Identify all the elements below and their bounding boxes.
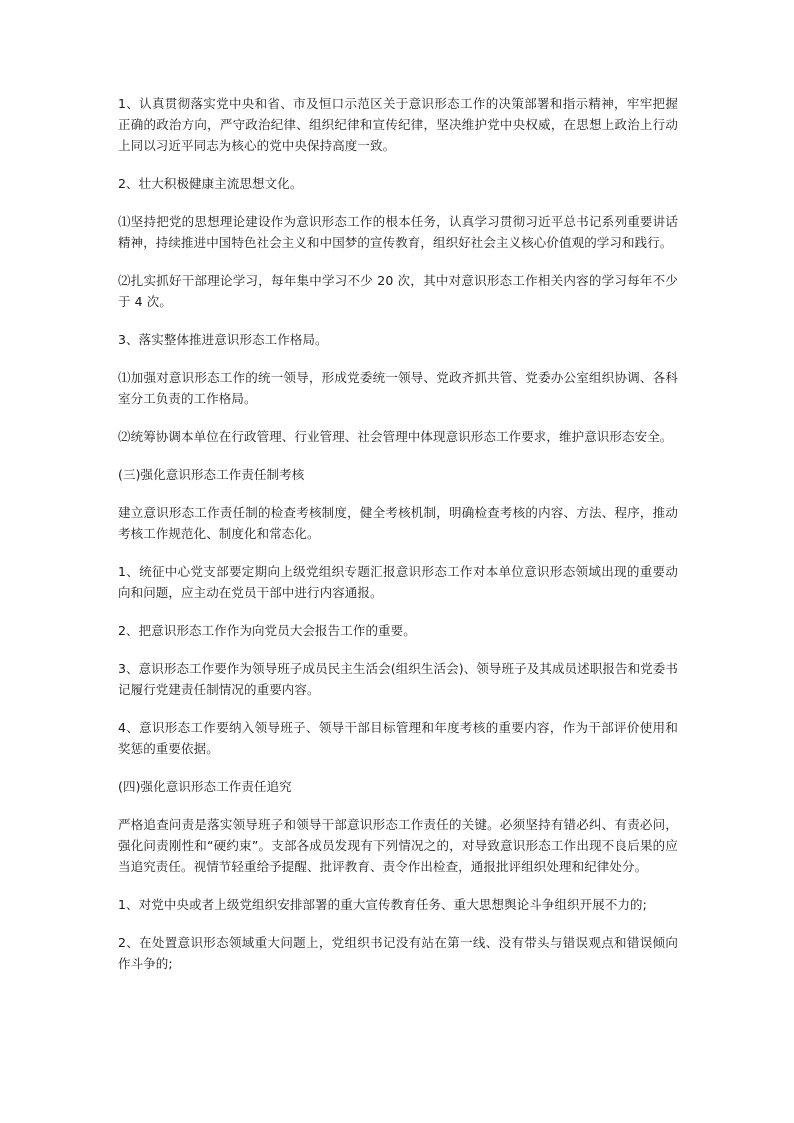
section-heading-3: (三)强化意识形态工作责任制考核 — [118, 467, 305, 482]
document-body — [118, 93, 678, 991]
paragraph-16: 1、对党中央或者上级党组织安排部署的重大宣传教育任务、重大思想舆论斗争组织开展不力的; — [118, 897, 647, 912]
section-heading-4: (四)强化意识形态工作责任追究 — [118, 779, 292, 794]
paragraph-9: 建立意识形态工作责任制的检查考核制度，健全考核机制，明确检查考核的内容、方法、程序，推动考核工作规范化、制度化和常态化。 — [118, 505, 678, 541]
paragraph-2: 2、壮大积极健康主流思想文化。 — [118, 176, 303, 191]
paragraph-1: 1、认真贯彻落实党中央和省、市及恒口示范区关于意识形态工作的决策部署和指示精神，牢牢把握正确的政治方向，严守政治纪律、组织纪律和宣传纪律，坚决维护党中央权威，在思想上政治上行动上同以习近平同志为核心的党中央保持高度一致。 — [118, 96, 678, 153]
paragraph-7: ⑵统筹协调本单位在行政管理、行业管理、社会管理中体现意识形态工作要求，维护意识形态安全。 — [118, 429, 673, 444]
paragraph-12: 3、意识形态工作要作为领导班子成员民主生活会(组织生活会)、领导班子及其成员述职报告和党委书记履行党建责任制情况的重要内容。 — [118, 661, 678, 697]
paragraph-13: 4、意识形态工作要纳入领导班子、领导干部目标管理和年度考核的重要内容，作为干部评价使用和奖惩的重要依据。 — [118, 720, 678, 756]
paragraph-10: 1、统征中心党支部要定期向上级党组织专题汇报意识形态工作对本单位意识形态领域出现的重要动向和问题，应主动在党员干部中进行内容通报。 — [118, 564, 678, 600]
paragraph-6: ⑴加强对意识形态工作的统一领导，形成党委统一领导、党政齐抓共管、党委办公室组织协调、各科室分工负责的工作格局。 — [118, 370, 678, 406]
paragraph-15: 严格追查问责是落实领导班子和领导干部意识形态工作责任的关键。必须坚持有错必纠、有责必问，强化问责刚性和“硬约束”。支部各成员发现有下列情况之的，对导致意识形态工作出现不良后果的应当追究责任。视情节轻重给予提醒、批评教育、责令作出检查，通报批评组织处理和纪律处分。 — [118, 817, 678, 874]
paragraph-3: ⑴坚持把党的思想理论建设作为意识形态工作的根本任务，认真学习贯彻习近平总书记系列重要讲话精神，持续推进中国特色社会主义和中国梦的宣传教育，组织好社会主义核心价值观的学习和践行。 — [118, 214, 678, 250]
paragraph-4: ⑵扎实抓好干部理论学习，每年集中学习不少 20 次，其中对意识形态工作相关内容的学习每年不少于 4 次。 — [118, 273, 678, 309]
paragraph-11: 2、把意识形态工作作为向党员大会报告工作的重要。 — [118, 623, 416, 638]
paragraph-5: 3、落实整体推进意识形态工作格局。 — [118, 332, 328, 347]
paragraph-17: 2、在处置意识形态领域重大问题上，党组织书记没有站在第一线、没有带头与错误观点和错误倾向作斗争的; — [118, 935, 678, 971]
